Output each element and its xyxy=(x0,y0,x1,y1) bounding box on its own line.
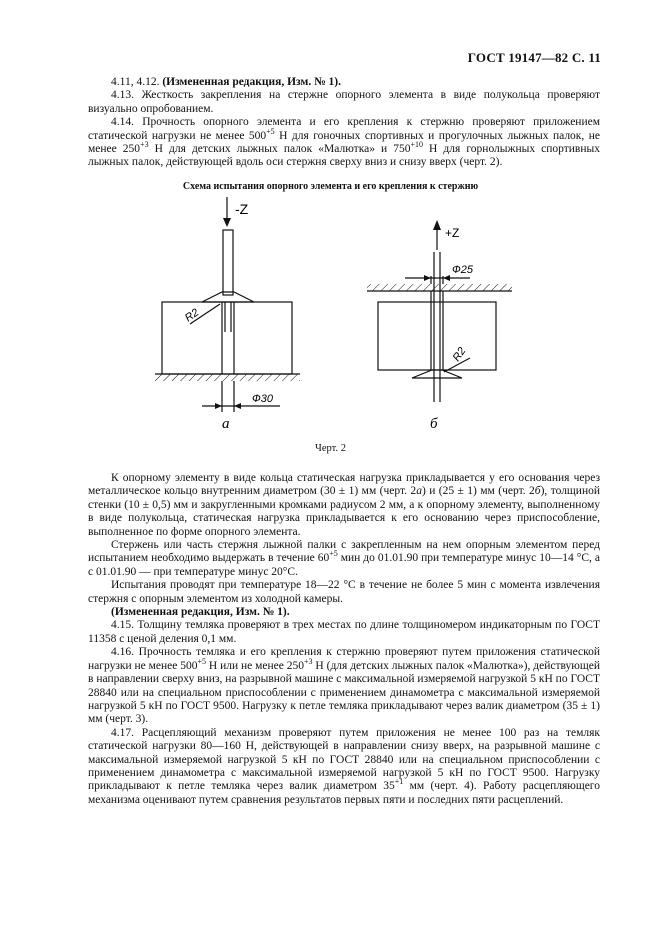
arrow-head-down xyxy=(223,218,231,227)
page-header: ГОСТ 19147—82 С. 11 xyxy=(467,50,601,65)
drawing-label-b: б xyxy=(430,416,438,432)
diameter-label-b: Ф25 xyxy=(452,264,473,276)
paragraph-4-11 xyxy=(88,76,600,89)
paragraph-4-16: 4.16. Прочность темляка и его крепления к стержню проверяют путем приложения статической нагрузки не менее $500^{+5}$ Н или не менее $250^{+3}$ Н (для детских лыжных палок «Малютка»), действующей в направлении сверху вниз, на разрывной машине с максимальной измеряемой нагрузкой 5 кН по ГОСТ 28840 или на специальном приспособлении с применением динамометра с максимальной измеряемой нагрузкой 5 кН по ГОСТ 9500. Нагрузку к петле темляка прикладывают через валик диаметром (35 ± 1) мм (черт. 3). xyxy=(88,646,600,726)
drawing-b xyxy=(367,220,512,402)
radius-label-b: R2 xyxy=(450,345,469,364)
paragraph-ring-load: К опорному элементу в виде кольца статическая нагрузка прикладывается у его основания через металлическое кольцо внутренним диаметром (30 ± 1) мм (черт. 2а) и (25 ± 1) мм (черт. 2б), толщиной стенки (10 ± 0,5) мм и закругленными кромками радиусом 2 мм, а к опорному элементу, выполненному в виде полукольца, статическая нагрузка прикладывается к его основанию через приспособление, выполненное по форме опорного элемента. xyxy=(88,472,601,538)
support-element-a xyxy=(202,292,254,302)
clause-number: 4.11, 4.12. xyxy=(111,76,163,88)
drawing-a xyxy=(155,197,300,412)
text-block-bottom xyxy=(88,472,600,807)
paragraph-test-temperature: Испытания проводят при температуре 18—22 °С в течение не более 5 мин с момента извлечения стержня с опорным элементом из холодной камеры. xyxy=(88,579,600,605)
figure-caption: Черт. 2 xyxy=(315,443,346,454)
paragraph-4-13: 4.13. Жесткость закрепления на стержне опорного элемента в виде полукольца проверяют визуально опробованием. xyxy=(88,89,600,115)
paragraph-4-14: 4.14. Прочность опорного элемента и его крепления к стержню проверяют приложением статической нагрузки не менее $500^{+5}$ Н для гоночных спортивных и прогулочных лыжных палок, не менее $250^{+3}$ Н для детских лыжных палок «Малютка» и $750^{+10}$ Н для горнолыжных спортивных лыжных палок, действующей вдоль оси стержня сверху вниз и снизу вверх (черт. 2). xyxy=(88,116,600,169)
fixture-a xyxy=(162,302,292,374)
figure-title: Схема испытания опорного элемента и его крепления к стержню xyxy=(182,181,479,192)
rod-a xyxy=(223,230,233,295)
paragraph-cold-hold: Стержень или часть стержня лыжной палки с закрепленным на нем опорным элементом перед испытанием необходимо выдержать в течение $60^{+5}$ мин до 01.01.90 при температуре минус 10—14 °С, а с 01.01.90 — при температуре минус 20°С. xyxy=(88,539,601,578)
amendment-note: (Измененная редакция, Изм. № 1). xyxy=(162,76,341,88)
test-scheme-drawing xyxy=(140,192,540,432)
radius-label-a: R2 xyxy=(182,306,202,325)
support-element-b xyxy=(412,370,462,378)
paragraph-4-15: 4.15. Толщину темляка проверяют в трех местах по длине толщиномером индикаторным по ГОСТ 11358 с ценой деления 0,1 мм. xyxy=(88,619,600,645)
arrow-head-up xyxy=(433,220,441,230)
drawing-label-a: а xyxy=(222,416,230,432)
force-label-a: -Z xyxy=(235,201,249,217)
force-label-b: +Z xyxy=(445,226,460,240)
text-block-top xyxy=(88,76,600,170)
amendment-note-2: (Измененная редакция, Изм. № 1). xyxy=(111,606,290,619)
diameter-label-a: Ф30 xyxy=(252,393,273,405)
paragraph-4-17: 4.17. Расцепляющий механизм проверяют путем приложения не менее 100 раз на темляк статической нагрузки 80—160 Н, действующей в направлении снизу вверх, на разрывной машине с максимальной измеряемой нагрузкой 5 кН по ГОСТ 28840 или на специальном приспособлении с применением динамометра с максимальной измеряемой нагрузкой 5 кН по ГОСТ 9500. Нагрузку прикладывают к петле темляка через валик диаметром $35^{+1}$ мм (черт. 4). Работу расцепляющего механизма оценивают путем сравнения результатов первых пяти и последних пяти расцеплений. xyxy=(88,726,600,806)
fixture-b xyxy=(378,302,496,370)
